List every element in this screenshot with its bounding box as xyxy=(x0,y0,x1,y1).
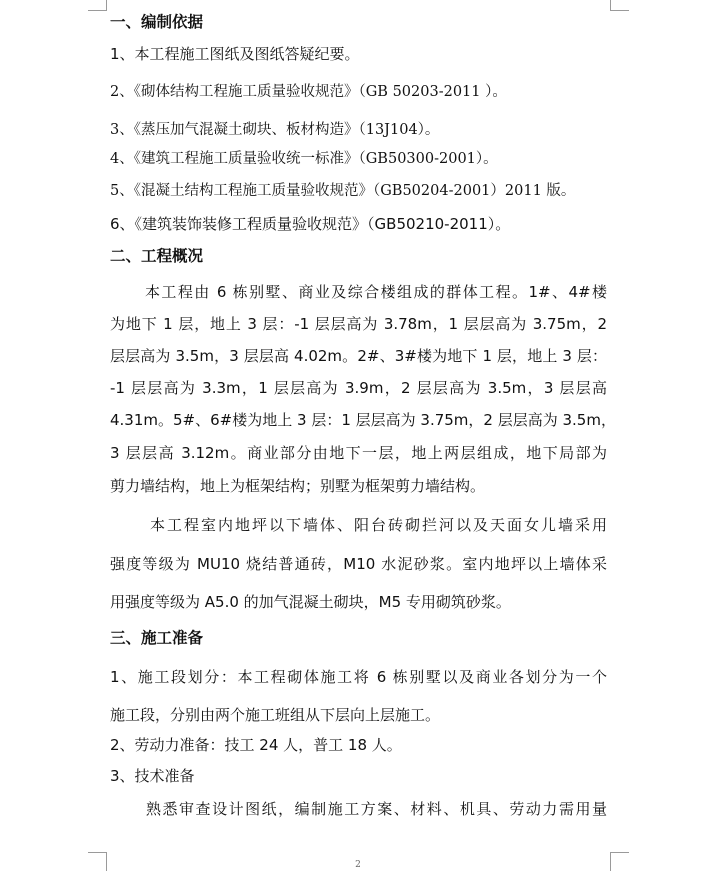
overview-para1-line-4: -1 层层高为 3.3m，1 层层高为 3.9m，2 层层高为 3.5m，3 层层高 xyxy=(110,379,607,397)
overview-para1-line-2: 为地下 1 层，地上 3 层：-1 层层高为 3.78m，1 层层高为 3.75m，2 xyxy=(110,315,607,333)
overview-para2-line-3: 用强度等级为 A5.0 的加气混凝土砌块，M5 专用砌筑砂浆。 xyxy=(110,593,511,611)
overview-para1-line-1: 本工程由 6 栋别墅、商业及综合楼组成的群体工程。1#、4#楼 xyxy=(145,283,607,301)
section-heading-overview: 二、工程概况 xyxy=(110,247,204,265)
basis-item-2: 2、《砌体结构工程施工质量验收规范》（GB 50203-2011 ）。 xyxy=(110,84,507,100)
section-heading-basis: 一、编制依据 xyxy=(110,13,204,31)
basis-item-3: 3、《蒸压加气混凝土砌块、板材构造》（13J104）。 xyxy=(110,122,440,138)
overview-para1-line-7: 剪力墙结构，地上为框架结构；别墅为框架剪力墙结构。 xyxy=(110,477,486,495)
preparation-item-3: 3、技术准备 xyxy=(110,767,195,785)
basis-item-5: 5、《混凝土结构工程施工质量验收规范》（GB50204-2001）2011 版。 xyxy=(110,183,576,199)
page-number: 2 xyxy=(355,860,361,870)
preparation-item-3-text: 熟悉审查设计图纸，编制施工方案、材料、机具、劳动力需用量 xyxy=(146,800,607,818)
basis-item-6: 6、《建筑装饰装修工程质量验收规范》（GB50210-2011）。 xyxy=(110,215,511,233)
basis-item-4: 4、《建筑工程施工质量验收统一标准》（GB50300-2001）。 xyxy=(110,151,498,167)
overview-para1-line-5: 4.31m。5#、6#楼为地上 3 层：1 层层高为 3.75m，2 层层高为 3.5m， xyxy=(110,411,616,429)
crop-mark-top-right xyxy=(610,0,629,11)
section-heading-preparation: 三、施工准备 xyxy=(110,629,204,647)
overview-para1-line-3: 层层高为 3.5m，3 层层高 4.02m。2#、3#楼为地下 1 层，地上 3 层： xyxy=(110,347,607,365)
preparation-item-2: 2、劳动力准备：技工 24 人，普工 18 人。 xyxy=(110,736,402,754)
preparation-item-1-cont: 施工段，分别由两个施工班组从下层向上层施工。 xyxy=(110,706,441,724)
basis-item-1: 1、本工程施工图纸及图纸答疑纪要。 xyxy=(110,45,360,63)
preparation-item-1: 1、施工段划分：本工程砌体施工将 6 栋别墅以及商业各划分为一个 xyxy=(110,668,607,686)
overview-para2-line-1: 本工程室内地坪以下墙体、阳台砖砌拦河以及天面女儿墙采用 xyxy=(150,516,607,534)
overview-para1-line-6: 3 层层高 3.12m。商业部分由地下一层，地上两层组成，地下局部为 xyxy=(110,444,607,462)
crop-mark-top-left xyxy=(88,0,107,11)
overview-para2-line-2: 强度等级为 MU10 烧结普通砖，M10 水泥砂浆。室内地坪以上墙体采 xyxy=(110,555,607,573)
